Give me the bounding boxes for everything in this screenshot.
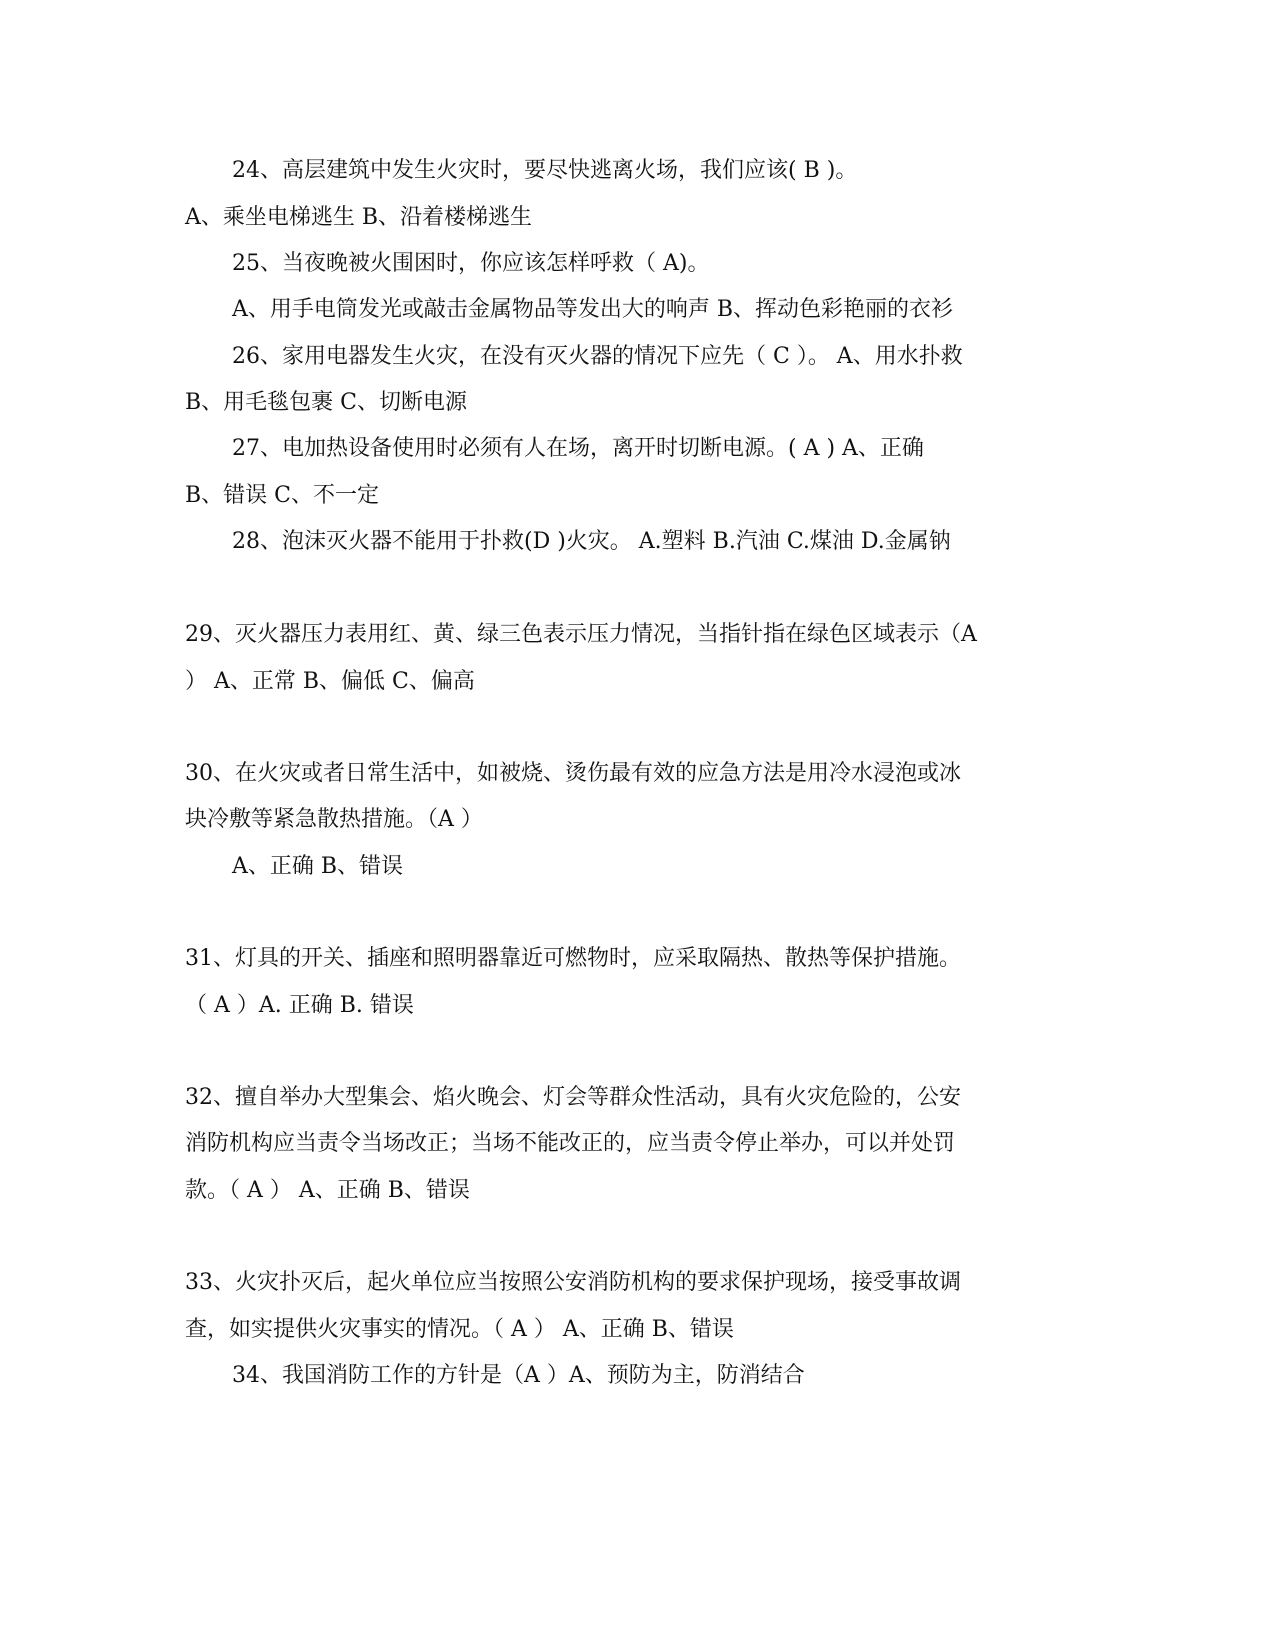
question-30: 30、在火灾或者日常生活中，如被烧、烫伤最有效的应急方法是用冷水浸泡或冰 [185, 761, 961, 786]
question-26: 26、家用电器发生火灾，在没有灭火器的情况下应先（ C ）。 A、用水扑救 [232, 344, 963, 369]
question-31: 31、灯具的开关、插座和照明器靠近可燃物时，应采取隔热、散热等保护措施。 [185, 946, 961, 971]
question-32-cont: 消防机构应当责令当场改正；当场不能改正的，应当责令停止举办，可以并处罚 [185, 1131, 956, 1156]
question-33: 33、火灾扑灭后，起火单位应当按照公安消防机构的要求保护现场，接受事故调 [185, 1270, 961, 1295]
question-31-options: （ A ）A. 正确 B. 错误 [185, 993, 414, 1018]
question-25: 25、当夜晚被火围困时，你应该怎样呼救（ A)。 [232, 251, 710, 276]
question-28: 28、泡沫灭火器不能用于扑救(D )火灾。 A.塑料 B.汽油 C.煤油 D.金属钠 [232, 529, 951, 554]
question-29: 29、灭火器压力表用红、黄、绿三色表示压力情况，当指针指在绿色区域表示（A [185, 622, 977, 647]
question-24: 24、高层建筑中发生火灾时，要尽快逃离火场，我们应该( B )。 [232, 158, 858, 183]
question-24-options: A、乘坐电梯逃生 B、沿着楼梯逃生 [185, 205, 533, 230]
question-32: 32、擅自举办大型集会、焰火晚会、灯会等群众性活动，具有火灾危险的，公安 [185, 1085, 961, 1110]
question-26-options: B、用毛毯包裹 C、切断电源 [185, 390, 467, 415]
question-25-options: A、用手电筒发光或敲击金属物品等发出大的响声 B、挥动色彩艳丽的衣衫 [232, 297, 954, 322]
question-30-options: A、正确 B、错误 [232, 854, 404, 879]
question-30-cont: 块冷敷等紧急散热措施。（A ） [185, 807, 483, 832]
question-27: 27、电加热设备使用时必须有人在场，离开时切断电源。( A ) A、正确 [232, 436, 924, 461]
question-33-cont: 查，如实提供火灾事实的情况。（ A ） A、正确 B、错误 [185, 1317, 734, 1342]
question-29-options: ） A、正常 B、偏低 C、偏高 [185, 669, 475, 694]
question-27-options: B、错误 C、不一定 [185, 483, 379, 508]
question-34: 34、我国消防工作的方针是（A ）A、预防为主，防消结合 [232, 1363, 805, 1388]
question-32-options: 款。（ A ） A、正确 B、错误 [185, 1178, 470, 1203]
